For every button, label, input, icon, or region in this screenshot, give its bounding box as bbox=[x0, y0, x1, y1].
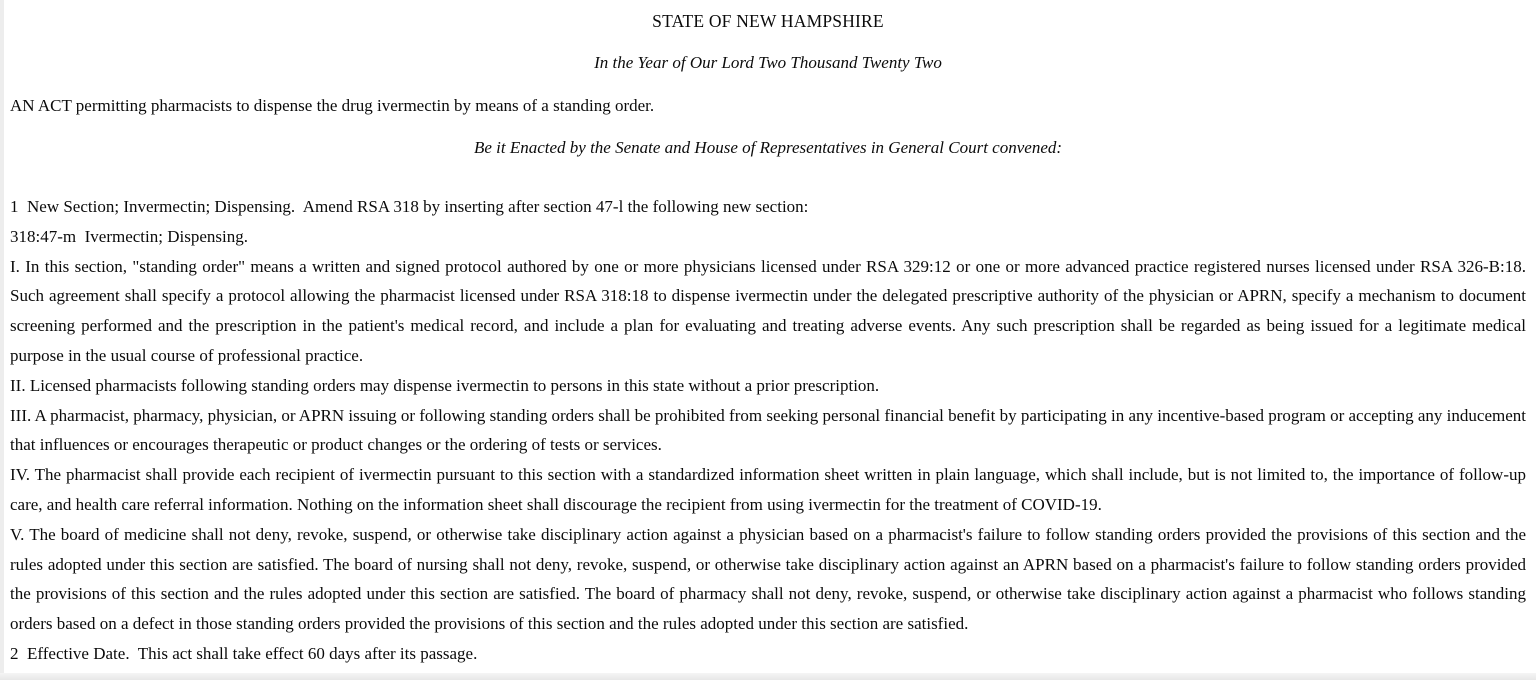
paragraph-clause-III: III. A pharmacist, pharmacy, physician, or APRN issuing or following standing orders shall be prohibited from seeking personal financial benefit by participating in any incentive-based program or accepting any inducement that influences or encourages therapeutic or product changes or the ordering of tests or services. bbox=[10, 405, 1531, 455]
state-title: STATE OF NEW HAMPSHIRE bbox=[652, 11, 884, 31]
paragraph-section-1: 1 New Section; Invermectin; Dispensing. Amend RSA 318 by inserting after section 47-l the following new section: bbox=[10, 197, 809, 216]
page-bottom-edge bbox=[0, 673, 1536, 680]
year-line: In the Year of Our Lord Two Thousand Twenty Two bbox=[594, 53, 942, 72]
enacting-clause: Be it Enacted by the Senate and House of Representatives in General Court convened: bbox=[473, 138, 1063, 157]
page-left-edge bbox=[0, 0, 4, 680]
paragraph-clause-V: V. The board of medicine shall not deny, revoke, suspend, or otherwise take disciplinary action against a physician based on a pharmacist's failure to follow standing orders provided the provisions of this section and the rules adopted under this section are satisfied. The board of nursing shall not deny, revoke, suspend, or otherwise take disciplinary action against an APRN based on a pharmacist's failure to follow standing orders provided the provisions of this section and the rules adopted under this section are satisfied. The board of pharmacy shall not deny, revoke, suspend, or otherwise take disciplinary action against a pharmacist who follows standing orders based on a defect in those standing orders provided the provisions of this section and the rules adopted under this section are satisfied. bbox=[10, 524, 1531, 634]
paragraph-section-318-47-m: 318:47-m Ivermectin; Dispensing. bbox=[10, 226, 248, 246]
paragraph-clause-II: II. Licensed pharmacists following standing orders may dispense ivermectin to persons in this state without a prior prescription. bbox=[10, 375, 880, 395]
act-title-line: AN ACT permitting pharmacists to dispense the drug ivermectin by means of a standing order. bbox=[10, 96, 655, 115]
bill-body bbox=[10, 192, 1531, 669]
paragraph-clause-IV: IV. The pharmacist shall provide each recipient of ivermectin pursuant to this section with a standardized information sheet written in plain language, which shall include, but is not limited to, the importance of follow-up care, and health care referral information. Nothing on the information sheet shall discourage the recipient from using ivermectin for the treatment of COVID-19. bbox=[10, 465, 1531, 514]
paragraph-section-2-effective-date: 2 Effective Date. This act shall take effect 60 days after its passage. bbox=[10, 643, 478, 663]
paragraph-clause-I: I. In this section, "standing order" means a written and signed protocol authored by one or more physicians licensed under RSA 329:12 or one or more advanced practice registered nurses licensed under RSA 326-B:18. Such agreement shall specify a protocol allowing the pharmacist licensed under RSA 318:18 to dispense ivermectin under the delegated prescriptive authority of the physician or APRN, specify a mechanism to document screening performed and the prescription in the patient's medical record, and include a plan for evaluating and treating adverse events. Any such prescription shall be regarded as being issued for a legitimate medical purpose in the usual course of professional practice. bbox=[10, 256, 1531, 365]
